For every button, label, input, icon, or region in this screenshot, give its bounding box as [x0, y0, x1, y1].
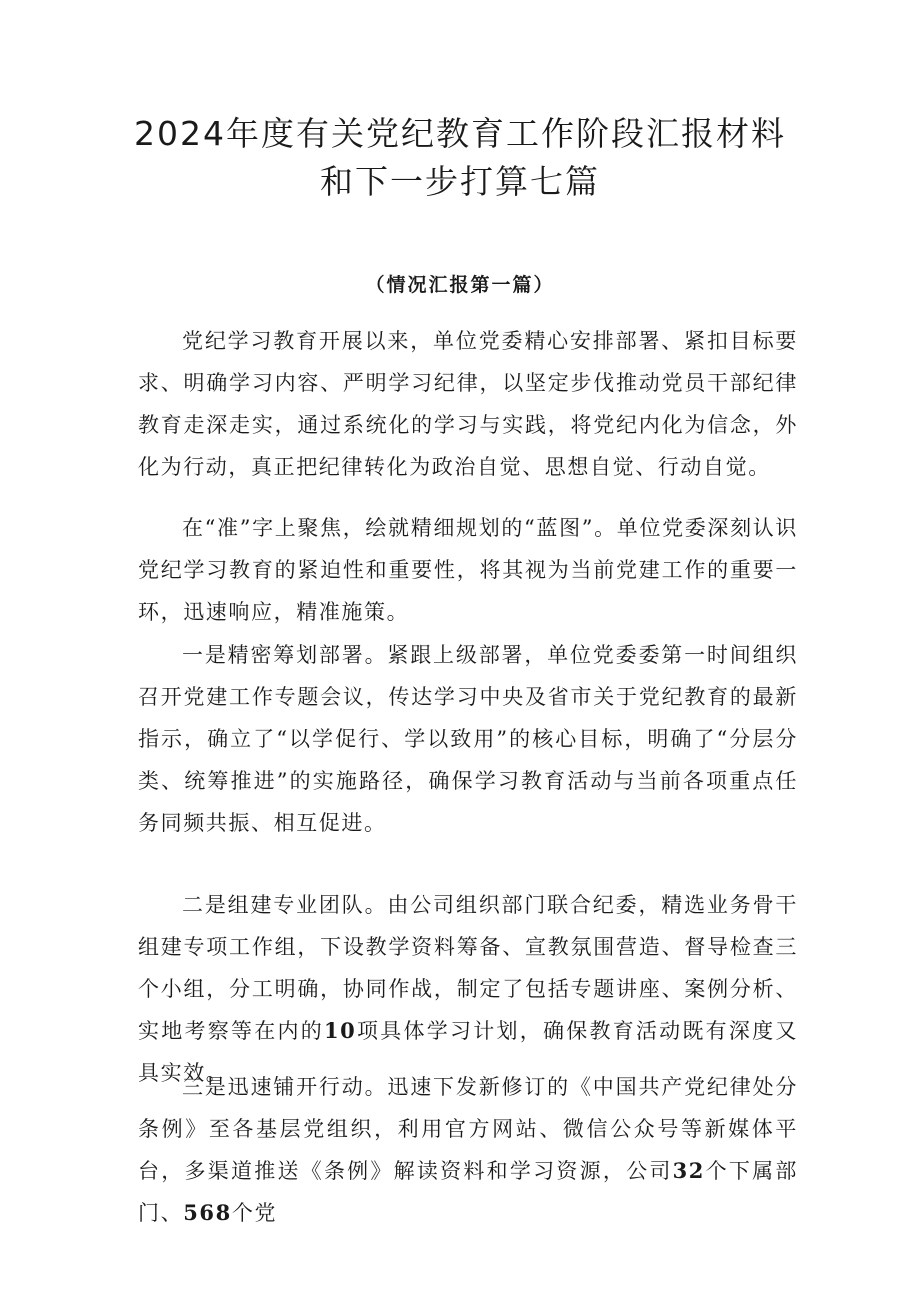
paragraph-action-text-b: 个下属部门、 — [138, 1159, 798, 1225]
paragraph-action — [138, 1066, 798, 1234]
paragraph-team — [138, 884, 798, 1094]
paragraph-action-text-a: 三是迅速铺开行动。迅速下发新修订的《中国共产党纪律处分条例》至各基层党组织，利用官方网站、微信公众号等新媒体平台，多渠道推送《条例》解读资料和学习资源，公司 — [138, 1075, 798, 1183]
paragraph-team-text-b: 项具体学习计划，确保教育活动既有深度又具实效。 — [138, 1019, 798, 1085]
department-count: 32 — [672, 1158, 706, 1183]
paragraph-action-text-c: 个党 — [231, 1201, 278, 1225]
plan-count: 10 — [323, 1018, 357, 1043]
paragraph-team-text-a: 二是组建专业团队。由公司组织部门联合纪委，精选业务骨干组建专项工作组，下设教学资料筹备、宣教氛围营造、督导检查三个小组，分工明确，协同作战，制定了包括专题讲座、案例分析、实地考察等在内的 — [138, 893, 798, 1043]
document-title-line-2: 和下一步打算七篇 — [320, 162, 600, 201]
party-org-count: 568 — [183, 1200, 232, 1225]
paragraph-focus: 在“准”字上聚焦，绘就精细规划的“蓝图”。单位党委深刻认识党纪学习教育的紧迫性和重要性，将其视为当前党建工作的重要一环，迅速响应，精准施策。 — [138, 516, 798, 624]
document-title-line-1: 2024年度有关党纪教育工作阶段汇报材料 — [134, 114, 786, 153]
paragraph-planning: 一是精密筹划部署。紧跟上级部署，单位党委委第一时间组织召开党建工作专题会议，传达学习中央及省市关于党纪教育的最新指示，确立了“以学促行、学以致用”的核心目标，明确了“分层分类、统筹推进”的实施路径，确保学习教育活动与当前各项重点任务同频共振、相互促进。 — [138, 643, 798, 835]
paragraph-intro: 党纪学习教育开展以来，单位党委精心安排部署、紧扣目标要求、明确学习内容、严明学习纪律，以坚定步伐推动党员干部纪律教育走深走实，通过系统化的学习与实践，将党纪内化为信念，外化为行动，真正把纪律转化为政治自觉、思想自觉、行动自觉。 — [138, 329, 798, 479]
section-heading: （情况汇报第一篇） — [365, 274, 555, 296]
